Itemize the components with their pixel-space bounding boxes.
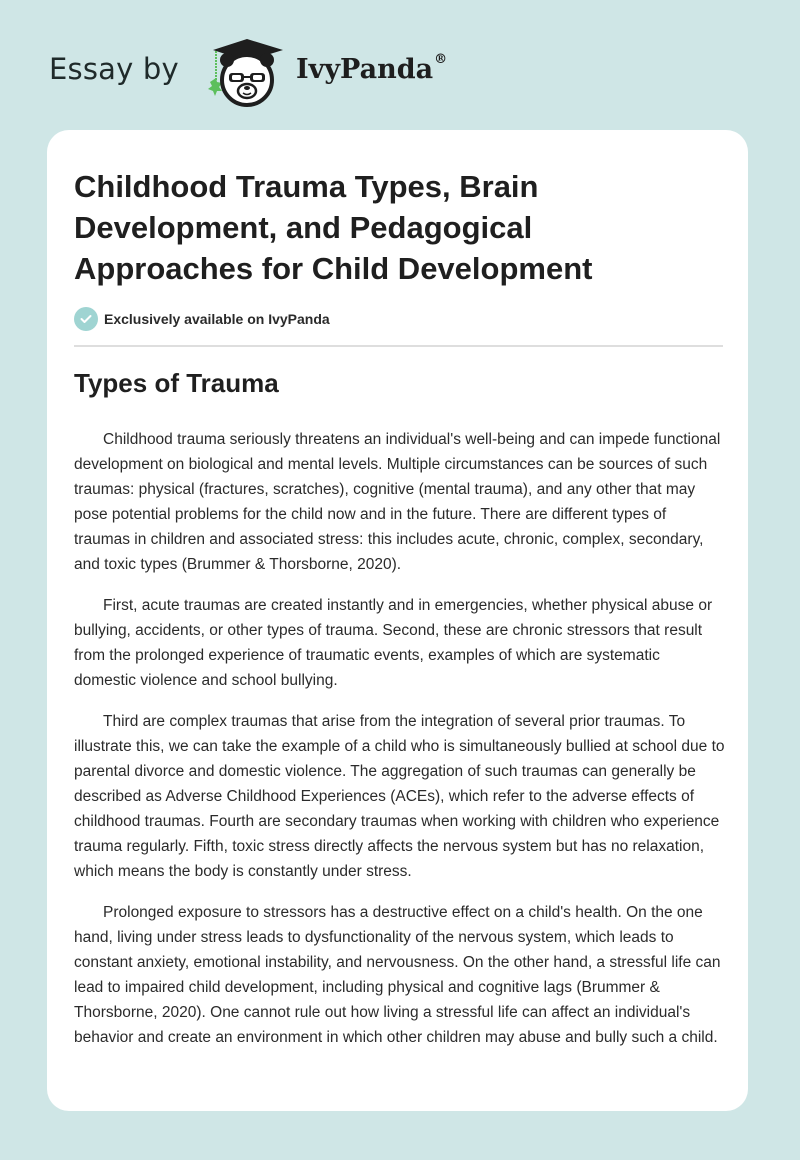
brand-name: IvyPanda — [296, 54, 434, 85]
essay-by-label: Essay by — [49, 52, 179, 86]
section-body — [74, 427, 726, 1066]
essay-card — [47, 130, 748, 1111]
paragraph: First, acute traumas are created instantly and in emergencies, whether physical abuse or bullying, accidents, or other types of trauma. Second, these are chronic stressors that result from the prolonged experience of traumatic events, examples of which are systematic domestic violence and school bullying. — [74, 597, 713, 689]
paragraph: Childhood trauma seriously threatens an individual's well-being and can impede functional development on biological and mental levels. Multiple circumstances can be sources of such traumas: physical (fractures, scratches), cognitive (mental trauma), and any other that may pose potential problems for the child now and in the future. There are different types of traumas in children and associated stress: this includes acute, chronic, complex, secondary, and toxic types (Brummer & Thorsborne, 2020). — [74, 431, 721, 573]
registered-mark: ® — [434, 52, 448, 67]
paragraph: Prolonged exposure to stressors has a destructive effect on a child's health. On the one hand, living under stress leads to dysfunctionality of the nervous system, which leads to constant anxiety, emotional instability, and nervousness. On the other hand, a stressful life can lead to impaired child development, including physical and cognitive lags (Brummer & Thorsborne, 2020). One cannot rule out how living a stressful life can affect an individual's behavior and create an environment in which other children may abuse and bully such a child. — [74, 904, 721, 1046]
site-header — [0, 0, 800, 130]
paragraph: Third are complex traumas that arise from the integration of several prior traumas. To illustrate this, we can take the example of a child who is simultaneously bullied at school due to parental divorce and domestic violence. The aggregation of such traumas can generally be described as Adverse Childhood Experiences (ACEs), which refer to the adverse effects of childhood traumas. Fourth are secondary traumas when working with children who experience trauma regularly. Fifth, toxic stress directly affects the nervous system but has no relaxation, which means the body is constantly under stress. — [74, 713, 725, 880]
check-circle-icon — [74, 307, 98, 331]
brand-logo-text[interactable] — [296, 54, 447, 85]
divider — [74, 345, 723, 347]
exclusive-label: Exclusively available on IvyPanda — [104, 311, 330, 327]
exclusive-badge — [74, 306, 330, 332]
section-heading: Types of Trauma — [74, 368, 279, 398]
panda-graduate-icon[interactable] — [203, 36, 289, 108]
page-title: Childhood Trauma Types, Brain Development, and Pedagogical Approaches for Child Development — [74, 169, 593, 286]
